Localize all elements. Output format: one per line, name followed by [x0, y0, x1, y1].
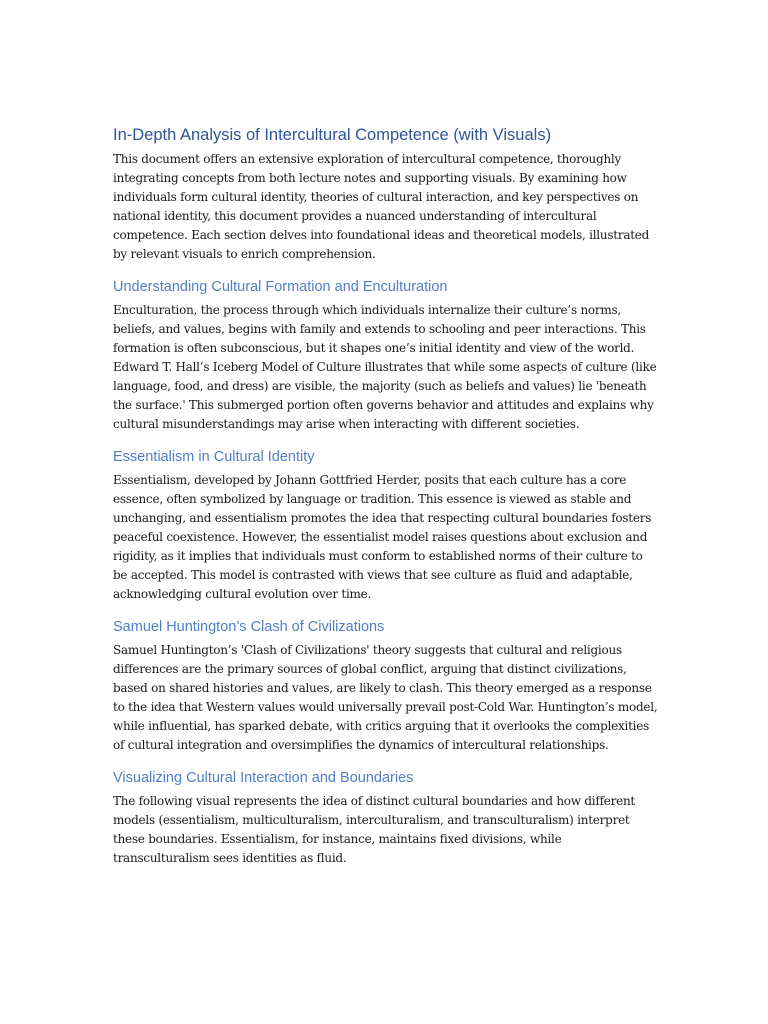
section-body-huntington: Samuel Huntington’s 'Clash of Civilizations' theory suggests that cultural and religious differences are the primary sources of global conflict, arguing that distinct civilizations, based on shared histories and values, are likely to clash. This theory emerged as a response to the idea that Western values would universally prevail post-Cold War. Huntington’s model, while influential, has sparked debate, with critics arguing that it overlooks the complexities of cultural integration and oversimplifies the dynamics of intercultural relationships. — [113, 643, 658, 752]
section-body-enculturation: Enculturation, the process through which individuals internalize their culture’s norms, beliefs, and values, begins with family and extends to schooling and peer interactions. This formation is often subconscious, but it shapes one’s initial identity and view of the world. Edward T. Hall’s Iceberg Model of Culture illustrates that while some aspects of culture (like language, food, and dress) are visible, the majority (such as beliefs and values) lie 'beneath the surface.' This submerged portion often governs behavior and attitudes and explains why cultural misunderstandings may arise when interacting with different societies. — [113, 303, 657, 431]
section-heading-essentialism: Essentialism in Cultural Identity — [113, 449, 315, 465]
section-heading-visualizing: Visualizing Cultural Interaction and Boundaries — [113, 770, 414, 786]
document-content — [113, 125, 658, 868]
section-body-essentialism: Essentialism, developed by Johann Gottfried Herder, posits that each culture has a core essence, often symbolized by language or tradition. This essence is viewed as stable and unchanging, and essentialism promotes the idea that respecting cultural boundaries fosters peaceful coexistence. However, the essentialist model raises questions about exclusion and rigidity, as it implies that individuals must conform to established norms of their culture to be accepted. This model is contrasted with views that see culture as fluid and adaptable, acknowledging cultural evolution over time. — [113, 473, 652, 601]
section-heading-huntington: Samuel Huntington’s Clash of Civilizations — [113, 619, 385, 635]
section-heading-enculturation: Understanding Cultural Formation and Enculturation — [113, 279, 448, 295]
intro-paragraph: This document offers an extensive exploration of intercultural competence, thoroughly integrating concepts from both lecture notes and supporting visuals. By examining how individuals form cultural identity, theories of cultural interaction, and key perspectives on national identity, this document provides a nuanced understanding of intercultural competence. Each section delves into foundational ideas and theoretical models, illustrated by relevant visuals to enrich comprehension. — [113, 152, 650, 261]
document-title: In-Depth Analysis of Intercultural Competence (with Visuals) — [113, 126, 552, 144]
section-body-visualizing: The following visual represents the idea of distinct cultural boundaries and how different models (essentialism, multiculturalism, interculturalism, and transculturalism) interpret these boundaries. Essentialism, for instance, maintains fixed divisions, while transculturalism sees identities as fluid. — [113, 794, 635, 865]
